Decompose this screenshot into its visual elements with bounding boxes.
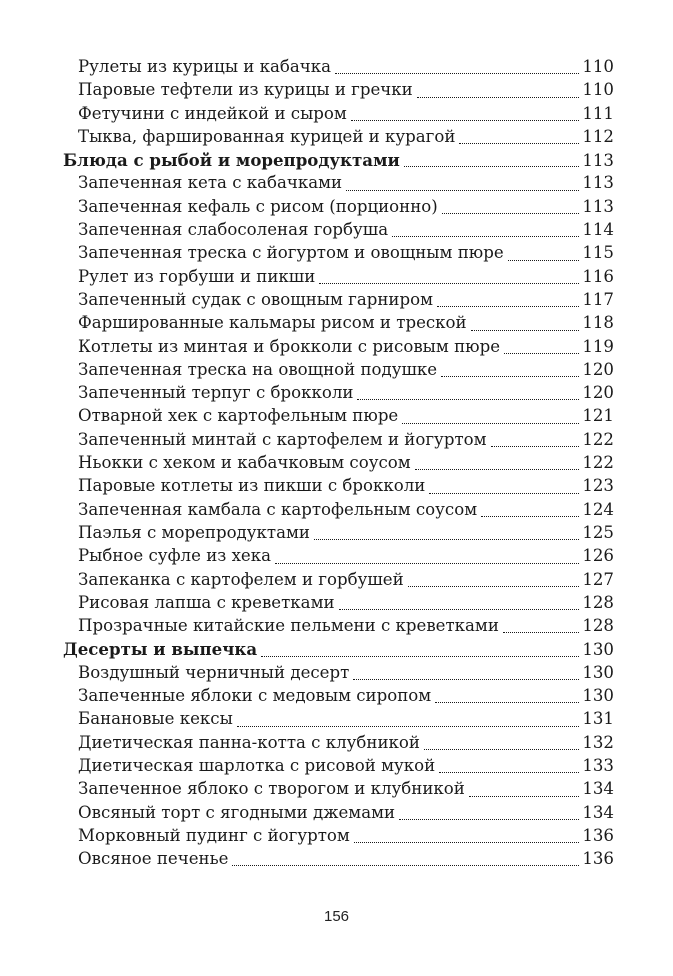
toc-title: Рулет из горбуши и пикши [78,266,316,286]
toc-page-number: 110 [582,57,614,76]
toc-section-heading [63,150,614,173]
toc-entry [63,476,614,499]
dot-leader [469,795,579,797]
dot-leader [351,119,580,121]
toc-entry [63,406,614,429]
toc-entry [63,453,614,476]
toc-entry [63,127,614,150]
dot-leader [504,352,579,354]
dot-leader [439,771,579,773]
toc-page-number: 122 [582,429,614,449]
toc-title: Запеченная треска на овощной подушке [78,359,438,379]
dot-leader [275,562,579,564]
toc-entry [63,523,614,546]
dot-leader [319,282,579,284]
dot-leader [435,701,579,703]
toc-entry [63,173,614,196]
toc-title: Ньокки с хеком и кабачковым соусом [78,453,411,473]
toc-title: Рулеты из курицы и кабачка [78,57,332,76]
toc-entry [63,616,614,639]
toc-entry [63,104,614,127]
dot-leader [354,841,580,843]
toc-title: Банановые кексы [78,709,233,729]
dot-leader [402,422,579,424]
toc-page-number: 130 [582,662,614,682]
toc-page-number: 126 [582,546,614,566]
toc-title: Фетучини с индейкой и сыром [78,103,347,123]
toc-title: Запеканка с картофелем и горбушей [78,569,404,589]
toc-title: Фаршированные кальмары рисом и треской [78,313,467,333]
toc-page-number: 125 [582,522,614,542]
toc-entry [63,756,614,779]
toc-page-number: 134 [582,779,614,799]
toc-page-number: 123 [582,476,614,496]
toc-page-number: 131 [582,709,614,729]
toc-page-number: 119 [582,336,614,356]
toc-entry [63,430,614,453]
toc-entry [63,337,614,360]
dot-leader [442,212,580,214]
toc-entry [63,849,614,872]
toc-title: Запеченная слабосоленая горбуша [78,220,389,240]
toc-page-number: 120 [582,383,614,403]
toc-title: Блюда с рыбой и морепродуктами [63,150,400,171]
toc-title: Паровые тефтели из курицы и гречки [78,80,413,100]
dot-leader [353,678,579,680]
toc-entry [63,80,614,103]
toc-entry [63,290,614,313]
toc-entry [63,733,614,756]
toc-page-number: 118 [582,313,614,333]
toc-page-number: 111 [582,103,614,123]
dot-leader [491,445,580,447]
toc-entry [63,267,614,290]
toc-entry [63,500,614,523]
dot-leader [441,375,579,377]
page-number: 156 [323,908,350,925]
toc-title: Рыбное суфле из хека [78,546,272,566]
toc-title: Запеченное яблоко с творогом и клубникой [78,779,465,799]
toc-title: Овсяное печенье [78,849,229,869]
toc-page-number: 134 [582,802,614,822]
dot-leader [346,189,579,191]
toc-entry [63,546,614,569]
toc-title: Диетическая шарлотка с рисовой мукой [78,755,436,775]
toc-entry [63,220,614,243]
toc-entry [63,709,614,732]
table-of-contents [63,57,614,872]
toc-title: Овсяный торт с ягодными джемами [78,802,396,822]
dot-leader [261,655,579,657]
toc-page-number: 113 [582,196,614,216]
toc-entry [63,243,614,266]
dot-leader [339,608,580,610]
toc-page-number: 120 [582,359,614,379]
toc-entry [63,663,614,686]
toc-entry [63,383,614,406]
toc-entry [63,570,614,593]
toc-page-number: 110 [582,80,614,100]
toc-page-number: 133 [582,755,614,775]
toc-entry [63,826,614,849]
toc-page-number: 132 [582,732,614,752]
toc-title: Запеченные яблоки с медовым сиропом [78,686,432,706]
toc-entry [63,686,614,709]
dot-leader [392,235,579,237]
dot-leader [503,631,579,633]
toc-title: Котлеты из минтая и брокколи с рисовым пюре [78,336,501,356]
toc-entry [63,803,614,826]
toc-title: Запеченный терпуг с брокколи [78,383,354,403]
dot-leader [429,492,579,494]
dot-leader [408,585,580,587]
toc-title: Запеченная треска с йогуртом и овощным пюре [78,243,504,263]
dot-leader [508,259,580,261]
toc-page-number: 130 [582,686,614,706]
toc-page-number: 117 [582,289,614,309]
toc-entry [63,360,614,383]
toc-page-number: 113 [582,173,614,193]
toc-title: Тыква, фаршированная курицей и курагой [78,126,456,146]
dot-leader [232,864,579,866]
dot-leader [237,725,580,727]
toc-title: Прозрачные китайские пельмени с креветками [78,616,499,636]
toc-page-number: 136 [582,825,614,845]
toc-page-number: 121 [582,406,614,426]
toc-title: Воздушный черничный десерт [78,662,350,682]
toc-page-number: 122 [582,453,614,473]
toc-page-number: 130 [582,640,614,660]
toc-entry [63,779,614,802]
toc-title: Запеченная камбала с картофельным соусом [78,499,478,519]
dot-leader [314,538,579,540]
toc-title: Рисовая лапша с креветками [78,592,335,612]
dot-leader [404,165,580,167]
toc-title: Диетическая панна-котта с клубникой [78,732,420,752]
dot-leader [437,305,579,307]
dot-leader [459,142,579,144]
toc-title: Запеченная кефаль с рисом (порционно) [78,196,438,216]
toc-entry [63,593,614,616]
toc-page-number: 115 [582,243,614,263]
dot-leader [415,468,580,470]
toc-title: Отварной хек с картофельным пюре [78,406,399,426]
toc-title: Десерты и выпечка [63,639,258,660]
toc-entry [63,57,614,80]
toc-page-number: 116 [582,266,614,286]
toc-title: Запеченная кета с кабачками [78,173,343,193]
dot-leader [481,515,579,517]
toc-section-heading [63,639,614,662]
dot-leader [399,818,579,820]
toc-page-number: 136 [582,849,614,869]
toc-page-number: 112 [582,126,614,146]
toc-title: Паровые котлеты из пикши с брокколи [78,476,426,496]
toc-entry [63,197,614,220]
dot-leader [357,398,579,400]
toc-page-number: 128 [582,592,614,612]
toc-page-number: 127 [582,569,614,589]
toc-title: Морковный пудинг с йогуртом [78,825,350,845]
toc-page-number: 128 [582,616,614,636]
toc-title: Запеченный минтай с картофелем и йогуртом [78,429,487,449]
toc-page-number: 113 [582,151,614,171]
dot-leader [424,748,579,750]
dot-leader [417,96,580,98]
toc-title: Запеченный судак с овощным гарниром [78,289,433,309]
toc-entry [63,313,614,336]
toc-title: Паэлья с морепродуктами [78,522,310,542]
dot-leader [335,72,579,74]
toc-page-number: 124 [582,499,614,519]
dot-leader [471,329,580,331]
toc-page-number: 114 [582,220,614,240]
